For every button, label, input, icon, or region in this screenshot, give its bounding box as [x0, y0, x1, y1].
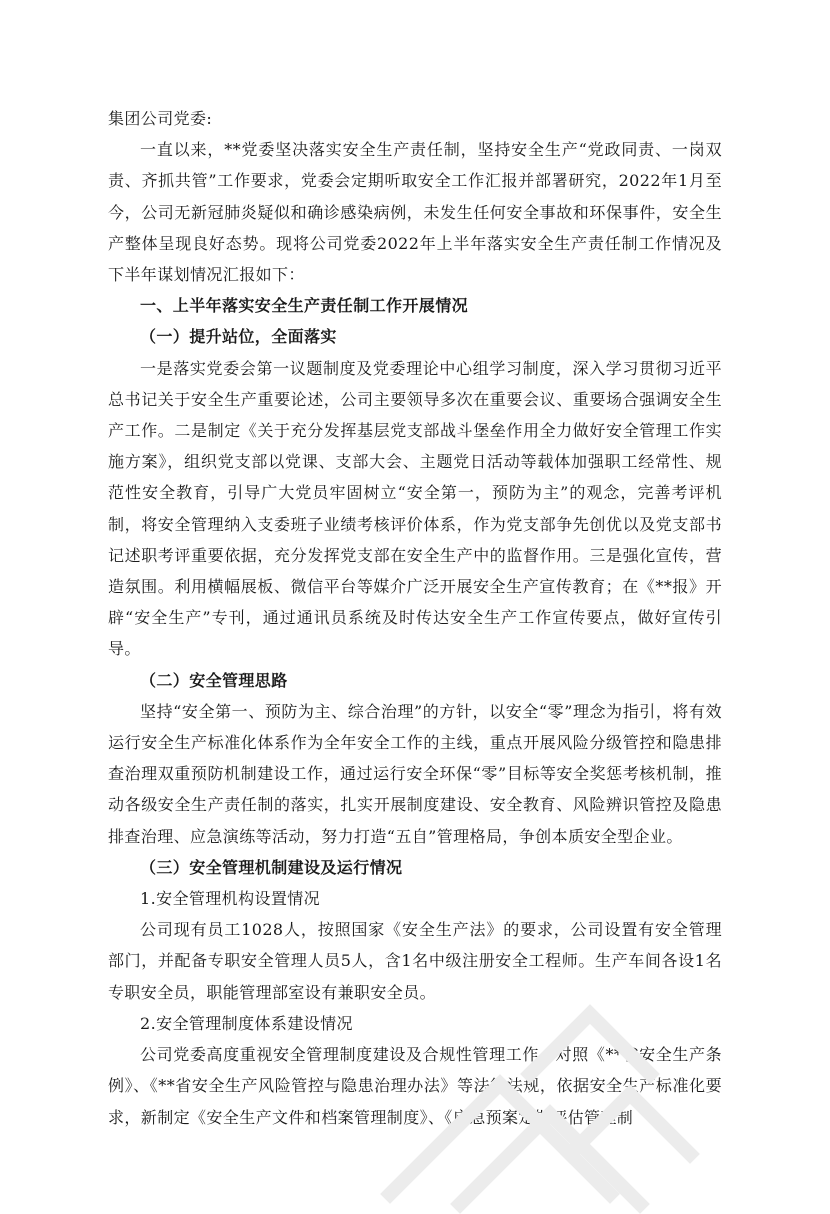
document-body — [108, 103, 722, 1133]
item-1-body: 公司现有员工1028人，按照国家《安全生产法》的要求，公司设置有安全管理部门，并配备专职安全管理人员5人，含1名中级注册安全工程师。生产车间各设1名专职安全员，职能管理部室设有兼职安全员。 — [108, 920, 722, 1002]
intro-paragraph: 一直以来，**党委坚决落实安全生产责任制，坚持安全生产“党政同责、一岗双责、齐抓共管”工作要求，党委会定期听取安全工作汇报并部署研究，2022年1月至今，公司无新冠肺炎疑似和确诊感染病例，未发生任何安全事故和环保事件，安全生产整体呈现良好态势。现将公司党委2022年上半年落实安全生产责任制工作情况及下半年谋划情况汇报如下： — [108, 140, 722, 285]
item-2-body: 公司党委高度重视安全管理制度建设及合规性管理工作，对照《**省安全生产条例》、《**省安全生产风险管控与隐患治理办法》等法律法规，依据安全生产标准化要求，新制定《安全生产文件和档案管理制度》、《应急预案定期评估管理制 — [108, 1045, 722, 1127]
subsection-1-body: 一是落实党委会第一议题制度及党委理论中心组学习制度，深入学习贯彻习近平总书记关于安全生产重要论述，公司主要领导多次在重要会议、重要场合强调安全生产工作。二是制定《关于充分发挥基层党支部战斗堡垒作用全力做好安全管理工作实施方案》，组织党支部以党课、支部大会、主题党日活动等载体加强职工经常性、规范性安全教育，引导广大党员牢固树立“安全第一，预防为主”的观念，完善考评机制，将安全管理纳入支委班子业绩考核评价体系，作为党支部争先创优以及党支部书记述职考评重要依据，充分发挥党支部在安全生产中的监督作用。三是强化宣传，营造氛围。利用横幅展板、微信平台等媒介广泛开展安全生产宣传教育；在《**报》开辟“安全生产”专刊，通过通讯员系统及时传达安全生产工作宣传要点，做好宣传引导。 — [108, 358, 722, 659]
subsection-1-heading: （一）提升站位，全面落实 — [140, 327, 337, 347]
section-1-heading: 一、上半年落实安全生产责任制工作开展情况 — [140, 296, 469, 316]
subsection-2-body: 坚持“安全第一、预防为主、综合治理”的方针，以安全“零”理念为指引，将有效运行安全生产标准化体系作为全年安全工作的主线，重点开展风险分级管控和隐患排查治理双重预防机制建设工作，通过运行安全环保“零”目标等安全奖惩考核机制，推动各级安全生产责任制的落实，扎实开展制度建设、安全教育、风险辨识管控及隐患排查治理、应急演练等活动，努力打造“五自”管理格局，争创本质安全型企业。 — [108, 701, 722, 846]
salutation: 集团公司党委: — [108, 109, 213, 128]
item-1-title: 1.安全管理机构设置情况 — [140, 889, 321, 909]
item-2-title: 2.安全管理制度体系建设情况 — [140, 1013, 353, 1033]
subsection-2-heading: （二）安全管理思路 — [140, 670, 288, 690]
subsection-3-heading: （三）安全管理机制建设及运行情况 — [140, 857, 403, 877]
